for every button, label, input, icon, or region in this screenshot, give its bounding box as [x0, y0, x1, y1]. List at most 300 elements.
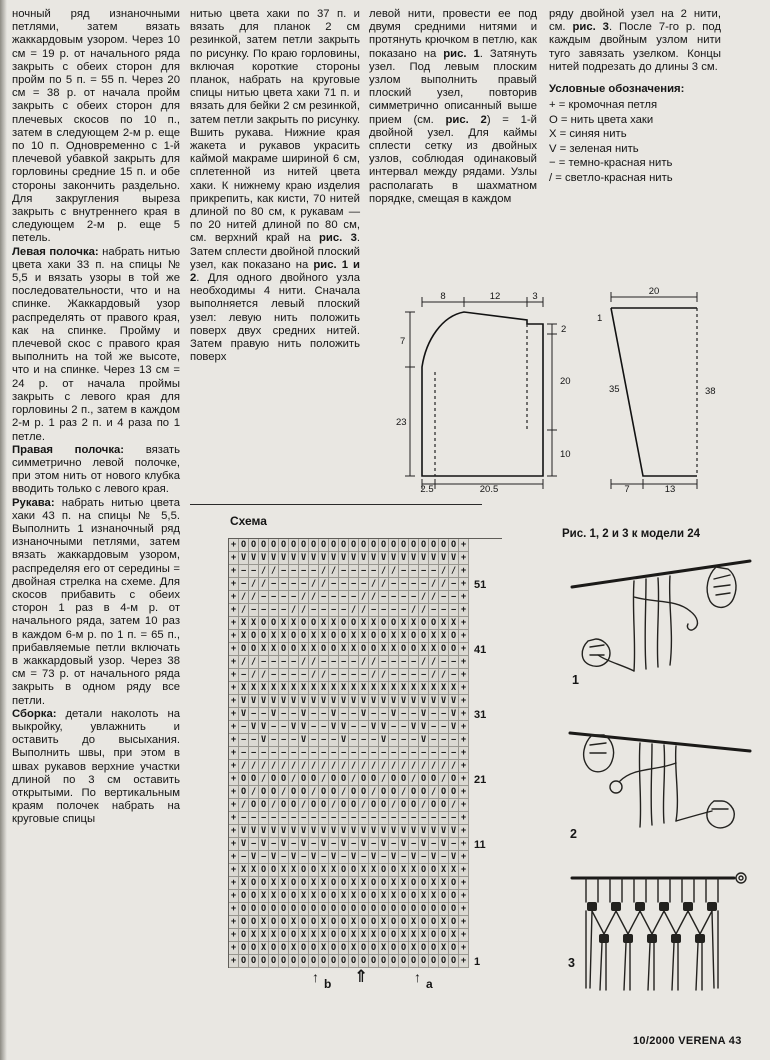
chart-cell: V: [309, 695, 319, 708]
chart-cell: X: [359, 864, 369, 877]
chart-cell: /: [429, 786, 439, 799]
chart-cell: O: [269, 539, 279, 552]
chart-cell: −: [309, 708, 319, 721]
dim-top-8: 8: [440, 291, 446, 302]
chart-cell: O: [369, 903, 379, 916]
chart-cell: −: [339, 851, 349, 864]
chart-cell: −: [409, 656, 419, 669]
chart-cell: V: [289, 695, 299, 708]
chart-cell: V: [249, 721, 259, 734]
chart-cell: −: [349, 721, 359, 734]
chart-cell: O: [309, 773, 319, 786]
chart-cell: −: [419, 669, 429, 682]
paragraph: [12, 444, 180, 497]
chart-cell: O: [339, 799, 349, 812]
chart-cell: X: [349, 929, 359, 942]
chart-cell: O: [329, 539, 339, 552]
chart-cell: O: [419, 877, 429, 890]
chart-cell: −: [429, 734, 439, 747]
chart-cell: −: [449, 838, 459, 851]
chart-cell: O: [249, 539, 259, 552]
body-text: детали наколоть на выкройку, увлажнить и оставить до высыхания. Выполнить швы, при этом в швах рукавов верхние участки длиной по 3 см оставить открытыми. По вертикальным краям полочек набрать на круговые спицы: [12, 707, 180, 826]
chart-cell: V: [419, 825, 429, 838]
chart-cell: X: [369, 682, 379, 695]
chart-cell: O: [329, 630, 339, 643]
chart-cell: O: [429, 864, 439, 877]
chart-cell: /: [289, 773, 299, 786]
chart-cell: /: [449, 565, 459, 578]
chart-cell: X: [349, 942, 359, 955]
chart-cell: −: [439, 851, 449, 864]
chart-row-number: 21: [474, 773, 487, 786]
chart-cell: X: [319, 617, 329, 630]
chart-cell: V: [359, 695, 369, 708]
chart-cell: O: [239, 929, 249, 942]
chart-cell: −: [399, 565, 409, 578]
chart-row: [229, 929, 502, 942]
chart-cell: /: [249, 591, 259, 604]
body-text: набрать нитью цвета хаки 43 п. на спицы № 5,5. Выполнить 1 изнаночный ряд изнаночными петлями, затем вязать жаккардовым узором, распределяя его от середины = двойная стрелка на схеме. Для скосов прибавить с обеих сторон 1 раз в 4-м р. от начального ряда, затем 10 раз в каждом 6-м р. по 1 п. = 65 п., прибавляемые петли включать в жаккардовый узор. Через 38 см = 73 р. от начального ряда закрыть в одном ряду все петли.: [12, 496, 180, 707]
chart-cell: O: [299, 539, 309, 552]
body-text: нитью цвета хаки по 37 п. и вязать для планок 2 см резинкой, затем петли закрыть по рисунку. По краю горловины, включая короткие стороны планок, набрать на круговые спицы нитью цвета хаки 71 п. и вязать для бейки 2 см резинкой, затем петли закрыть по рисунку. Вшить рукава. Нижние края жакета и рукавов украсить каймой макраме шириной 6 см, сплетенной из нитей цвета хаки. К нижнему краю изделия прикрепить, как кисти, 70 нитей длиной по 80 см, к рукавам — по 20 нитей длиной по 80 см, см. верхний край на: [190, 8, 360, 245]
chart-cell: O: [429, 929, 439, 942]
chart-cell: V: [409, 721, 419, 734]
chart-cell: /: [319, 578, 329, 591]
chart-cell: +: [229, 669, 239, 682]
chart-cell: O: [249, 890, 259, 903]
chart-row-number: 41: [474, 643, 487, 656]
chart-cell: /: [329, 565, 339, 578]
chart-cell: X: [269, 890, 279, 903]
chart-row-number: [469, 864, 502, 877]
chart-cell: −: [259, 747, 269, 760]
chart-cell: −: [369, 565, 379, 578]
chart-cell: X: [369, 929, 379, 942]
chart-cell: −: [279, 812, 289, 825]
chart-cell: −: [249, 708, 259, 721]
chart-row-number: [469, 682, 502, 695]
figure-number: 2: [570, 827, 577, 841]
chart-cell: X: [429, 890, 439, 903]
chart-cell: −: [379, 656, 389, 669]
legend-item: X = синяя нить: [549, 128, 627, 141]
chart-cell: O: [359, 773, 369, 786]
chart-row: [229, 695, 502, 708]
legend-item: + = кромочная петля: [549, 99, 658, 112]
chart-cell: X: [279, 864, 289, 877]
chart-cell: O: [339, 864, 349, 877]
chart-cell: −: [449, 812, 459, 825]
chart-cell: V: [319, 552, 329, 565]
chart-cell: V: [409, 695, 419, 708]
chart-cell: +: [229, 786, 239, 799]
chart-row: [229, 617, 502, 630]
chart-cell: +: [229, 591, 239, 604]
chart-cell: −: [289, 656, 299, 669]
chart-cell: X: [389, 877, 399, 890]
chart-cell: O: [359, 942, 369, 955]
chart-cell: V: [369, 721, 379, 734]
paragraph: [12, 246, 180, 444]
chart-cell: −: [399, 656, 409, 669]
chart-cell: O: [329, 942, 339, 955]
chart-cell: V: [369, 825, 379, 838]
chart-cell: /: [419, 656, 429, 669]
chart-cell: O: [429, 916, 439, 929]
chart-row: [229, 669, 502, 682]
body-text: ряду двойной узел на 2 нити, см.: [549, 8, 721, 34]
chart-cell: O: [349, 539, 359, 552]
chart-cell: O: [269, 955, 279, 968]
chart-cell: V: [339, 695, 349, 708]
chart-cell: −: [249, 812, 259, 825]
chart-cell: /: [419, 604, 429, 617]
chart-row: [229, 812, 502, 825]
chart-cell: V: [249, 552, 259, 565]
chart-cell: +: [459, 617, 469, 630]
chart-cell: −: [329, 812, 339, 825]
chart-cell: X: [259, 643, 269, 656]
chart-cell: /: [249, 578, 259, 591]
chart-cell: −: [239, 721, 249, 734]
figure-3-macrame-net: [558, 858, 763, 1008]
chart-row-number: [469, 825, 502, 838]
chart-cell: +: [229, 916, 239, 929]
chart-cell: /: [399, 760, 409, 773]
chart-cell: V: [379, 734, 389, 747]
chart-cell: −: [319, 851, 329, 864]
chart-cell: O: [259, 786, 269, 799]
chart-cell: −: [289, 565, 299, 578]
chart-cell: −: [239, 851, 249, 864]
chart-cell: /: [249, 786, 259, 799]
chart-cell: O: [329, 916, 339, 929]
chart-cell: −: [279, 747, 289, 760]
chart-cell: −: [309, 838, 319, 851]
chart-cell: +: [229, 838, 239, 851]
chart-cell: X: [349, 643, 359, 656]
chart-cell: /: [339, 760, 349, 773]
chart-cell: −: [289, 838, 299, 851]
chart-cell: X: [379, 916, 389, 929]
chart-cell: −: [389, 578, 399, 591]
chart-row-number: [469, 617, 502, 630]
chart-cell: +: [229, 799, 239, 812]
chart-cell: O: [239, 903, 249, 916]
chart-cell: −: [319, 812, 329, 825]
chart-cell: −: [389, 721, 399, 734]
chart-cell: /: [419, 760, 429, 773]
section-title: Правая полочка:: [12, 443, 146, 456]
figure-ref: рис. 1: [443, 47, 480, 60]
body-text: левой нити, провести ее под двумя средними нитями и протянуть крючком в петлю, как показано на: [369, 8, 537, 60]
chart-cell: −: [269, 591, 279, 604]
chart-cell: /: [299, 760, 309, 773]
chart-cell: X: [259, 682, 269, 695]
chart-cell: +: [229, 825, 239, 838]
legend-item: V = зеленая нить: [549, 142, 639, 155]
arrow-b-label: b: [324, 977, 332, 991]
chart-row: [229, 786, 502, 799]
chart-cell: O: [359, 643, 369, 656]
chart-cell: V: [339, 734, 349, 747]
chart-cell: /: [409, 604, 419, 617]
chart-cell: −: [289, 578, 299, 591]
chart-cell: X: [439, 682, 449, 695]
chart-cell: −: [419, 747, 429, 760]
chart-cell: O: [319, 955, 329, 968]
chart-cell: /: [429, 578, 439, 591]
chart-cell: +: [229, 812, 239, 825]
chart-cell: O: [259, 617, 269, 630]
dim-right-20: 20: [560, 376, 571, 387]
chart-cell: O: [409, 786, 419, 799]
chart-cell: O: [309, 955, 319, 968]
chart-cell: X: [239, 877, 249, 890]
chart-cell: −: [249, 747, 259, 760]
chart-cell: O: [339, 929, 349, 942]
chart-cell: −: [439, 656, 449, 669]
chart-cell: O: [279, 773, 289, 786]
text-column-3: [369, 8, 537, 206]
chart-cell: O: [419, 630, 429, 643]
body-text: . Затянуть узел. Под левым плоским узлом выполнить правый плоский узел, повторив симметрично описанный выше прием (см.: [369, 47, 538, 126]
chart-cell: O: [329, 890, 339, 903]
chart-row: [229, 942, 502, 955]
chart-cell: −: [409, 565, 419, 578]
chart-cell: −: [429, 721, 439, 734]
chart-cell: −: [329, 838, 339, 851]
chart-cell: −: [279, 669, 289, 682]
chart-cell: X: [379, 682, 389, 695]
body-text: вязать симметрично левой полочке, при этом нить от нового клубка вводить только с левого края.: [12, 443, 180, 496]
chart-row: [229, 578, 502, 591]
chart-cell: +: [229, 942, 239, 955]
section-title: Рукава:: [12, 496, 62, 509]
chart-cell: /: [239, 799, 249, 812]
chart-cell: +: [459, 591, 469, 604]
chart-cell: V: [299, 552, 309, 565]
chart-cell: −: [309, 747, 319, 760]
chart-cell: O: [419, 539, 429, 552]
chart-cell: −: [379, 604, 389, 617]
chart-cell: V: [359, 825, 369, 838]
chart-row: [229, 643, 502, 656]
chart-cell: O: [289, 643, 299, 656]
chart-cell: O: [309, 903, 319, 916]
chart-cell: O: [409, 955, 419, 968]
chart-cell: V: [239, 552, 249, 565]
chart-cell: V: [409, 552, 419, 565]
chart-cell: O: [349, 864, 359, 877]
chart-cell: /: [339, 786, 349, 799]
chart-cell: O: [299, 903, 309, 916]
chart-cell: +: [459, 578, 469, 591]
chart-cell: −: [289, 591, 299, 604]
chart-cell: V: [449, 708, 459, 721]
chart-cell: O: [449, 903, 459, 916]
chart-cell: O: [389, 786, 399, 799]
chart-cell: X: [449, 682, 459, 695]
chart-cell: X: [269, 877, 279, 890]
chart-cell: X: [249, 929, 259, 942]
chart-cell: O: [289, 799, 299, 812]
figure-2-macrame-step: [558, 713, 763, 858]
chart-cell: −: [449, 656, 459, 669]
chart-cell: +: [229, 903, 239, 916]
chart-cell: −: [449, 578, 459, 591]
chart-cell: −: [329, 734, 339, 747]
chart-cell: O: [369, 643, 379, 656]
chart-cell: O: [399, 903, 409, 916]
chart-cell: V: [259, 721, 269, 734]
chart-cell: /: [279, 760, 289, 773]
chart-cell: V: [299, 708, 309, 721]
chart-cell: +: [229, 890, 239, 903]
chart-cell: −: [359, 747, 369, 760]
chart-cell: O: [339, 955, 349, 968]
chart-cell: O: [429, 799, 439, 812]
chart-cell: /: [359, 760, 369, 773]
chart-cell: /: [429, 669, 439, 682]
chart-cell: /: [269, 760, 279, 773]
chart-cell: −: [299, 565, 309, 578]
chart-cell: O: [389, 916, 399, 929]
symbol-legend: [549, 83, 721, 185]
chart-cell: X: [269, 929, 279, 942]
chart-cell: V: [259, 695, 269, 708]
chart-cell: O: [269, 786, 279, 799]
chart-cell: O: [399, 955, 409, 968]
chart-cell: −: [449, 734, 459, 747]
chart-cell: O: [339, 773, 349, 786]
chart-row: [229, 656, 502, 669]
chart-cell: O: [369, 916, 379, 929]
chart-row-number: [469, 942, 502, 955]
chart-cell: −: [359, 734, 369, 747]
chart-cell: O: [299, 617, 309, 630]
chart-cell: X: [289, 682, 299, 695]
chart-cell: −: [279, 734, 289, 747]
chart-cell: X: [359, 929, 369, 942]
chart-cell: V: [399, 838, 409, 851]
chart-cell: O: [409, 539, 419, 552]
chart-cell: /: [309, 786, 319, 799]
chart-cell: −: [259, 812, 269, 825]
chart-cell: −: [249, 604, 259, 617]
chart-cell: X: [369, 617, 379, 630]
chart-cell: /: [309, 591, 319, 604]
chart-cell: V: [259, 734, 269, 747]
chart-cell: V: [389, 708, 399, 721]
chart-cell: X: [389, 630, 399, 643]
page-footer: 10/2000 VERENA 43: [633, 1035, 742, 1047]
chart-cell: −: [449, 669, 459, 682]
chart-cell: O: [299, 630, 309, 643]
chart-cell: −: [279, 708, 289, 721]
chart-cell: /: [319, 760, 329, 773]
chart-cell: V: [349, 825, 359, 838]
chart-row: [229, 682, 502, 695]
chart-cell: X: [429, 630, 439, 643]
chart-cell: O: [279, 799, 289, 812]
chart-cell: /: [259, 773, 269, 786]
chart-cell: −: [239, 578, 249, 591]
chart-cell: V: [379, 552, 389, 565]
chart-cell: +: [229, 721, 239, 734]
chart-cell: −: [419, 812, 429, 825]
chart-cell: −: [419, 578, 429, 591]
macrame-illustration-1: [558, 545, 763, 695]
dim-left-35: 35: [609, 384, 620, 395]
chart-cell: /: [239, 656, 249, 669]
chart-cell: −: [269, 578, 279, 591]
chart-cell: +: [459, 708, 469, 721]
chart-cell: /: [379, 578, 389, 591]
chart-cell: +: [229, 630, 239, 643]
chart-row: [229, 734, 502, 747]
chart-cell: X: [309, 643, 319, 656]
chart-cell: V: [299, 825, 309, 838]
chart-cell: O: [419, 942, 429, 955]
chart-cell: V: [269, 825, 279, 838]
chart-cell: /: [359, 591, 369, 604]
chart-cell: X: [309, 630, 319, 643]
chart-cell: −: [249, 838, 259, 851]
chart-cell: O: [429, 955, 439, 968]
chart-cell: O: [339, 877, 349, 890]
chart-row-number: [469, 799, 502, 812]
chart-cell: V: [449, 825, 459, 838]
chart-cell: O: [359, 890, 369, 903]
chart-cell: V: [269, 552, 279, 565]
chart-cell: +: [459, 656, 469, 669]
chart-cell: −: [269, 656, 279, 669]
chart-cell: O: [409, 799, 419, 812]
chart-cell: −: [359, 851, 369, 864]
chart-cell: /: [359, 604, 369, 617]
chart-cell: O: [329, 955, 339, 968]
chart-cell: O: [439, 643, 449, 656]
chart-cell: O: [299, 786, 309, 799]
chart-row-number: [469, 539, 502, 552]
chart-cell: /: [429, 760, 439, 773]
chart-cell: O: [279, 955, 289, 968]
chart-cell: X: [259, 929, 269, 942]
chart-cell: −: [429, 604, 439, 617]
chart-cell: −: [309, 734, 319, 747]
dim-mark-1: 1: [597, 313, 603, 324]
chart-cell: /: [299, 799, 309, 812]
chart-cell: V: [449, 721, 459, 734]
chart-cell: −: [379, 851, 389, 864]
chart-cell: −: [369, 747, 379, 760]
chart-cell: +: [459, 721, 469, 734]
chart-cell: V: [239, 708, 249, 721]
chart-cell: O: [279, 903, 289, 916]
chart-cell: +: [459, 773, 469, 786]
chart-cell: −: [369, 838, 379, 851]
chart-cell: O: [309, 864, 319, 877]
chart-cell: O: [389, 617, 399, 630]
chart-row: [229, 773, 502, 786]
chart-row: [229, 708, 502, 721]
legend-item: − = темно-красная нить: [549, 157, 673, 170]
chart-cell: −: [349, 734, 359, 747]
chart-cell: −: [339, 591, 349, 604]
chart-cell: /: [439, 565, 449, 578]
chart-cell: +: [459, 851, 469, 864]
